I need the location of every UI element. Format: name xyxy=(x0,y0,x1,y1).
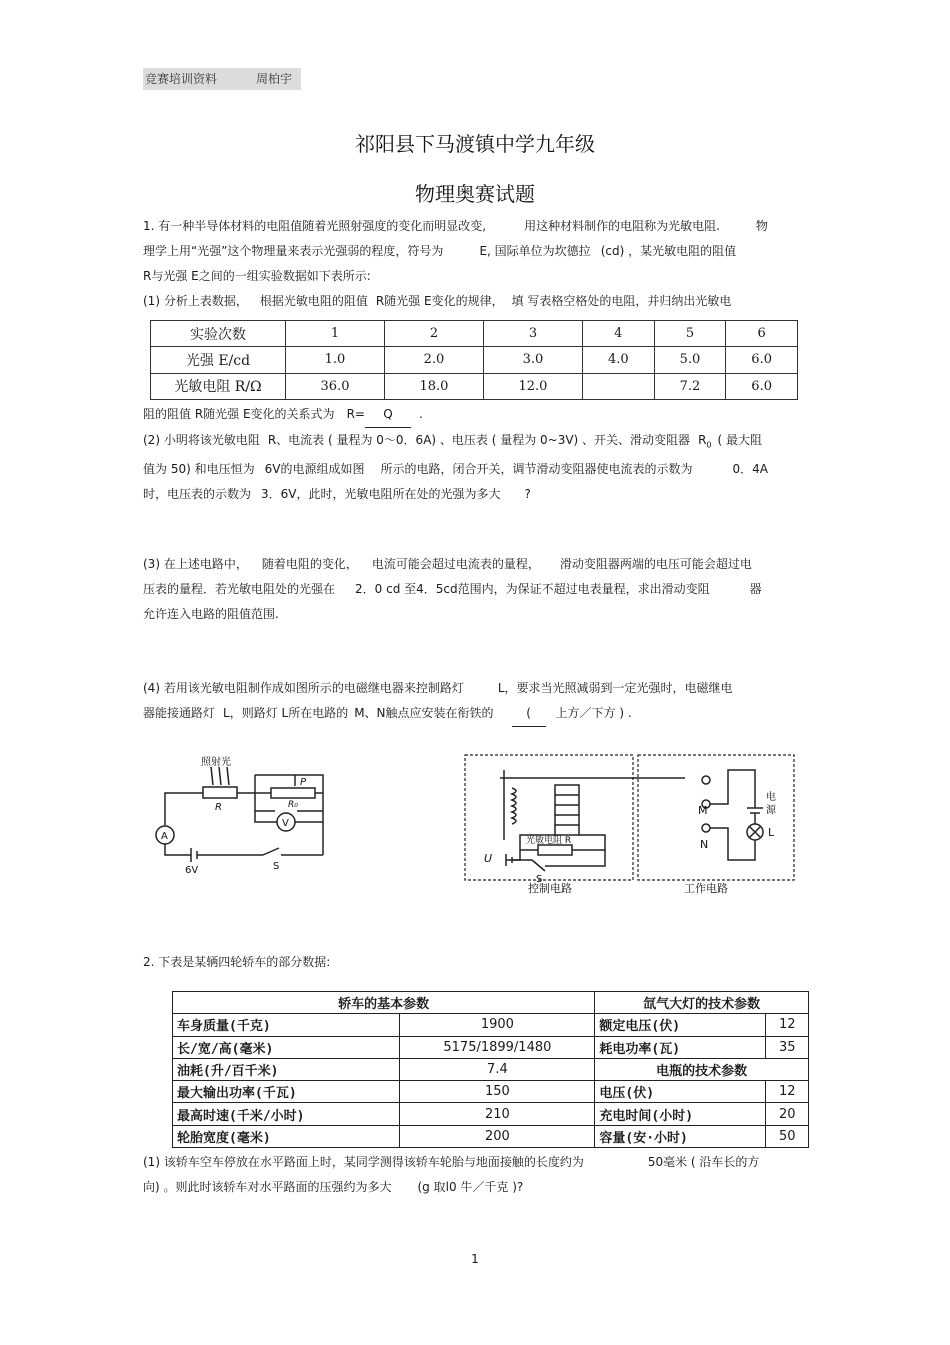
table-row xyxy=(151,347,798,373)
rheostat-label: R₀ xyxy=(288,800,298,810)
table-row xyxy=(173,992,809,1014)
light-resistance-table xyxy=(150,320,798,400)
question-1-part4 xyxy=(143,676,813,727)
q1-text: 填 写表格空格处的电阻，并归纳出光敏电 xyxy=(511,294,732,308)
resistor-r-label: R xyxy=(215,802,222,813)
q1-text: 压表的量程．若光敏电阻处的光强在 xyxy=(143,582,336,596)
ammeter-label: A xyxy=(161,831,168,842)
q1-text: E, xyxy=(479,244,491,258)
q1-text: ? xyxy=(524,487,531,502)
row-header: 光敏电阻 R/Ω xyxy=(151,373,286,399)
param-label: 轮胎宽度(毫米) xyxy=(173,1125,400,1147)
q1-text: 允许连入电路的阻值范围. xyxy=(143,607,279,621)
question-1-body xyxy=(143,402,813,507)
table-row xyxy=(173,1058,809,1080)
q1-text: ( 最大阻 xyxy=(717,433,762,447)
param-label: 最大输出功率(千瓦) xyxy=(173,1081,400,1103)
q1-text: 根据光敏电阻的阻值 xyxy=(259,294,368,308)
switch-label: S xyxy=(536,874,543,885)
table-cell: 1 xyxy=(286,321,385,347)
q1-text: 0 xyxy=(706,440,712,450)
spring-coil xyxy=(512,788,516,824)
q1-text: (3) 在上述电路中， xyxy=(143,557,248,571)
photoresistor-symbol xyxy=(538,845,572,855)
q1-text: 值为 50) 和电压恒为 xyxy=(143,462,255,477)
param-value: 210 xyxy=(400,1103,595,1125)
param-value: 1900 xyxy=(400,1014,595,1036)
param-value: 5175/1899/1480 xyxy=(400,1036,595,1058)
table-row xyxy=(173,1081,809,1103)
table-cell: 12.0 xyxy=(483,373,582,399)
work-circuit-box xyxy=(638,755,794,880)
question-2-part1 xyxy=(143,1150,813,1200)
question-1-part3 xyxy=(143,552,813,627)
table-cell: 4 xyxy=(582,321,654,347)
param-label: 充电时间(小时) xyxy=(595,1103,766,1125)
param-value: 150 xyxy=(400,1081,595,1103)
table-row xyxy=(173,1125,809,1147)
table-cell: 2 xyxy=(384,321,483,347)
answer-blank: ( xyxy=(512,701,546,727)
q1-text: (cd) ，某光敏电阻的阻值 xyxy=(600,244,737,258)
lamp-l-label: L xyxy=(768,826,775,839)
q1-text: 器 xyxy=(749,582,762,596)
q2-text: 50毫米 ( 沿车长的方 xyxy=(647,1155,760,1169)
power-source-label: 源 xyxy=(766,805,776,816)
contact-n xyxy=(702,824,710,832)
table-cell: 3 xyxy=(483,321,582,347)
circuit-diagram-1 xyxy=(145,755,345,875)
header-author: 周柏宇 xyxy=(256,72,293,86)
q1-text: . xyxy=(418,407,423,421)
battery-label: 6V xyxy=(185,865,199,875)
param-label: 长/宽/高(毫米) xyxy=(173,1036,400,1058)
q1-text: 1. 有一种半导体材料的电阻值随着光照射强度的变化而明显改变, xyxy=(143,219,487,233)
table-cell: 7.2 xyxy=(654,373,726,399)
param-label: 容量(安·小时) xyxy=(595,1125,766,1147)
q1-text: 上方／下方 ) . xyxy=(555,706,632,720)
q1-text: 所示的电路，闭合开关，调节滑动变阻器使电流表的示数为 xyxy=(380,462,693,477)
table-cell: 1.0 xyxy=(286,347,385,373)
switch-label: S xyxy=(273,861,280,872)
table-cell: 3.0 xyxy=(483,347,582,373)
q2-text: (g 取l0 牛／千克 )? xyxy=(417,1180,524,1194)
photoresistor-symbol xyxy=(203,787,237,798)
q1-text: 电流可能会超过电流表的量程， xyxy=(371,557,540,571)
row-header: 实验次数 xyxy=(151,321,286,347)
q2-text: 向) 。则此时该轿车对水平路面的压强约为多大 xyxy=(143,1180,392,1194)
table-cell: 5.0 xyxy=(654,347,726,373)
page-number: 1 xyxy=(471,1252,479,1266)
q1-text: 理学上用“光强”这个物理量来表示光强弱的程度，符号为 xyxy=(143,244,444,258)
table-row xyxy=(173,1014,809,1036)
param-value: 7.4 xyxy=(400,1058,595,1080)
param-value: 20 xyxy=(766,1103,809,1125)
voltmeter-label: V xyxy=(282,818,289,829)
param-value: 200 xyxy=(400,1125,595,1147)
slider-p-label: P xyxy=(300,777,307,788)
param-label: 耗电功率(瓦) xyxy=(595,1036,766,1058)
q1-text: 用这种材料制作的电阻称为光敏电阻. xyxy=(524,219,720,233)
q1-text: 6V的电源组成如图 xyxy=(264,462,365,477)
table-cell: 5 xyxy=(654,321,726,347)
q1-text: 物 xyxy=(755,219,768,233)
q1-text: R xyxy=(698,433,707,447)
q1-text: L，要求当光照减弱到一定光强时，电磁继电 xyxy=(497,681,733,695)
q1-text: L，则路灯 L所在电路的 xyxy=(223,706,349,720)
table-cell: 6.0 xyxy=(726,373,798,399)
q1-text: (2) 小明将该光敏电阻 xyxy=(143,433,260,447)
q1-text: (1) 分析上表数据， xyxy=(143,294,248,308)
table-heading: 电瓶的技术参数 xyxy=(595,1058,809,1080)
contact-n-label: N xyxy=(700,838,709,851)
q1-text: 滑动变阻器两端的电压可能会超过电 xyxy=(559,557,752,571)
param-label: 车身质量(千克) xyxy=(173,1014,400,1036)
table-heading: 氙气大灯的技术参数 xyxy=(595,992,809,1014)
page-title: 祁阳县下马渡镇中学九年级 xyxy=(355,132,595,156)
param-value: 12 xyxy=(766,1014,809,1036)
blank-cell xyxy=(582,373,654,399)
table-cell: 4.0 xyxy=(582,347,654,373)
header-source: 竞赛培训资料 xyxy=(145,72,218,86)
q2-text: (1) 该轿车空车停放在水平路面上时，某同学测得该轿车轮胎与地面接触的长度约为 xyxy=(143,1155,584,1169)
photoresistor-label: 光敏电阻 R xyxy=(526,836,572,846)
table-cell: 18.0 xyxy=(384,373,483,399)
q1-text: 国际单位为坎德拉 xyxy=(494,244,591,258)
q1-text: 随着电阻的变化， xyxy=(261,557,358,571)
q1-text: R= xyxy=(346,407,365,421)
electromagnet xyxy=(555,785,579,835)
header-tag xyxy=(143,68,301,90)
q1-text: R、电流表 ( 量程为 0～0．6A) 、电压表 ( 量程为 0~3V) 、开关、滑动变阻器 xyxy=(267,433,691,447)
table-cell: 36.0 xyxy=(286,373,385,399)
power-source-label: 电 xyxy=(766,792,776,803)
param-value: 50 xyxy=(766,1125,809,1147)
circuit-diagram-2 xyxy=(460,750,800,895)
table-row xyxy=(173,1036,809,1058)
question-1-intro xyxy=(143,214,813,314)
page-subtitle: 物理奥赛试题 xyxy=(415,182,535,206)
q1-text: 2．0 cd 至4．5cd范围内，为保证不超过电表量程，求出滑动变阻 xyxy=(355,582,710,596)
param-value: 35 xyxy=(766,1036,809,1058)
q1-text: 0．4A xyxy=(732,462,768,477)
question-2-intro: 2. 下表是某辆四轮轿车的部分数据: xyxy=(143,955,331,969)
q1-text: R与光强 E之间的一组实验数据如下表所示: xyxy=(143,269,371,283)
table-row xyxy=(173,1103,809,1125)
contact-m-label: M xyxy=(698,804,708,817)
q1-text: 3．6V，此时，光敏电阻所在处的光强为多大 xyxy=(261,487,501,502)
car-parameters-table xyxy=(172,991,809,1148)
q1-text: (4) 若用该光敏电阻制作成如图所示的电磁继电器来控制路灯 xyxy=(143,681,464,695)
table-cell: 6.0 xyxy=(726,347,798,373)
param-value: 12 xyxy=(766,1081,809,1103)
q1-text: 阻的阻值 R随光强 E变化的关系式为 xyxy=(143,407,335,421)
table-row xyxy=(151,321,798,347)
table-heading: 轿车的基本参数 xyxy=(173,992,595,1014)
q1-text: M、N触点应安装在衔铁的 xyxy=(354,706,494,720)
param-label: 最高时速(千米/小时) xyxy=(173,1103,400,1125)
answer-blank: Q xyxy=(365,402,411,428)
param-label: 油耗(升/百千米) xyxy=(173,1058,400,1080)
q1-text: 时，电压表的示数为 xyxy=(143,487,252,502)
q1-text: R随光强 E变化的规律， xyxy=(375,294,504,308)
work-circuit-label: 工作电路 xyxy=(684,882,728,895)
table-cell: 6 xyxy=(726,321,798,347)
param-label: 额定电压(伏) xyxy=(595,1014,766,1036)
table-row xyxy=(151,373,798,399)
light-label: 照射光 xyxy=(201,757,231,768)
row-header: 光强 E/cd xyxy=(151,347,286,373)
voltage-u-label: U xyxy=(484,852,493,865)
q1-text: 器能接通路灯 xyxy=(143,706,216,720)
table-cell: 2.0 xyxy=(384,347,483,373)
param-label: 电压(伏) xyxy=(595,1081,766,1103)
control-circuit-label: 控制电路 xyxy=(528,882,572,895)
